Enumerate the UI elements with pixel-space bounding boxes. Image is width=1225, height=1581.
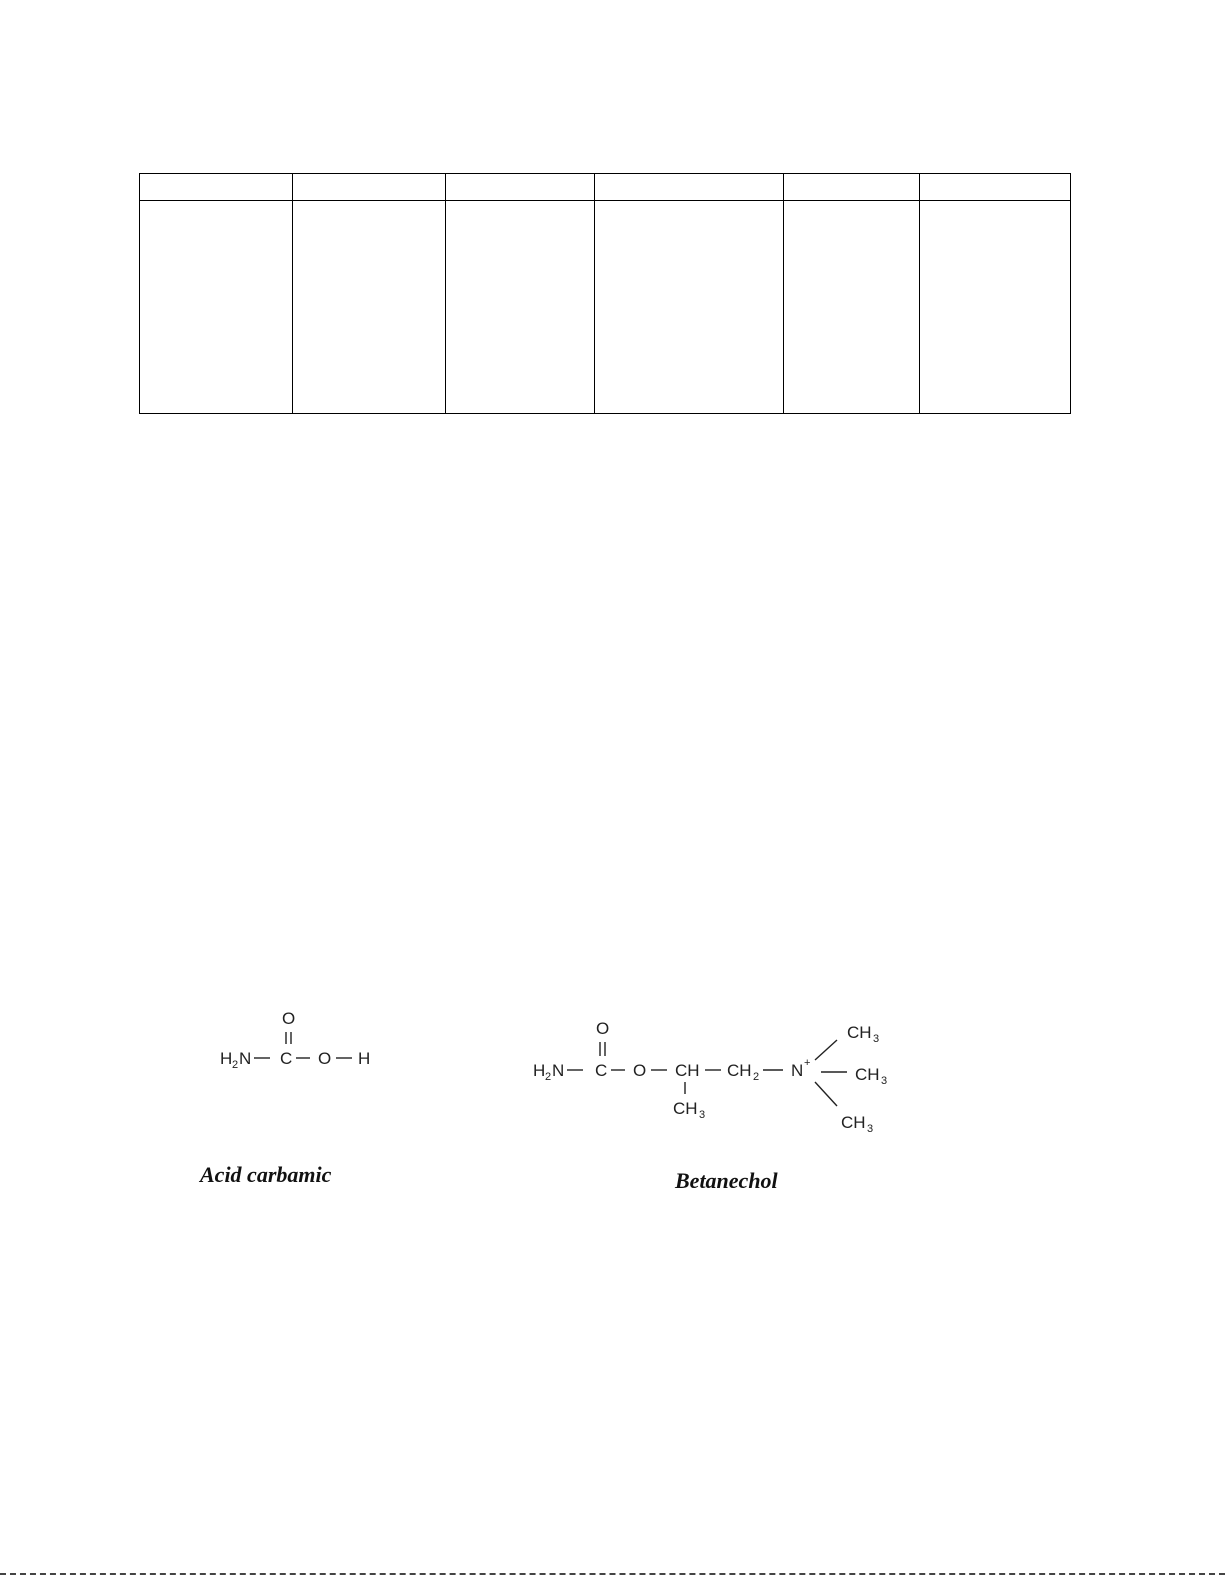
carbonyl-oxygen-label: O: [282, 1010, 296, 1028]
svg-text:3: 3: [867, 1123, 874, 1135]
svg-text:+: +: [804, 1057, 811, 1069]
table-column-divider: [919, 174, 920, 413]
ch2-label: CH: [727, 1061, 752, 1080]
nitrogen-label: N: [791, 1061, 804, 1080]
svg-text:3: 3: [699, 1109, 706, 1121]
carbonyl-oxygen-label: O: [596, 1019, 610, 1038]
ester-oxygen-label: O: [633, 1061, 647, 1080]
amine-h-label: H: [220, 1049, 233, 1068]
betanechol-caption: Betanechol: [675, 1168, 778, 1193]
methyl-top-label: CH: [847, 1023, 872, 1042]
table-column-divider: [445, 174, 446, 413]
ch-label: CH: [675, 1061, 700, 1080]
table-column-divider: [594, 174, 595, 413]
svg-text:2: 2: [232, 1059, 239, 1071]
amine-h-label: H: [533, 1061, 546, 1080]
svg-text:3: 3: [873, 1033, 880, 1045]
acid-carbamic-structure: [210, 1010, 400, 1090]
hydroxyl-hydrogen-label: H: [358, 1049, 371, 1068]
methyl-bot-label: CH: [841, 1113, 866, 1132]
betanechol-structure: [525, 1010, 900, 1140]
svg-text:3: 3: [881, 1075, 888, 1087]
page-bottom-rule: [0, 1573, 1225, 1575]
svg-text:2: 2: [753, 1071, 760, 1083]
ch-methyl-label: CH: [673, 1099, 698, 1118]
acid-carbamic-caption: Acid carbamic: [200, 1162, 332, 1187]
carbon-label: C: [595, 1061, 608, 1080]
table-column-divider: [783, 174, 784, 413]
amine-n-label: N: [552, 1061, 565, 1080]
methyl-mid-label: CH: [855, 1065, 880, 1084]
table-header-divider: [140, 200, 1070, 201]
table-column-divider: [292, 174, 293, 413]
hydroxyl-oxygen-label: O: [318, 1049, 332, 1068]
svg-text:2: 2: [545, 1071, 552, 1083]
amine-n-label: N: [239, 1049, 252, 1068]
empty-table: [139, 173, 1071, 414]
carbon-label: C: [280, 1049, 293, 1068]
